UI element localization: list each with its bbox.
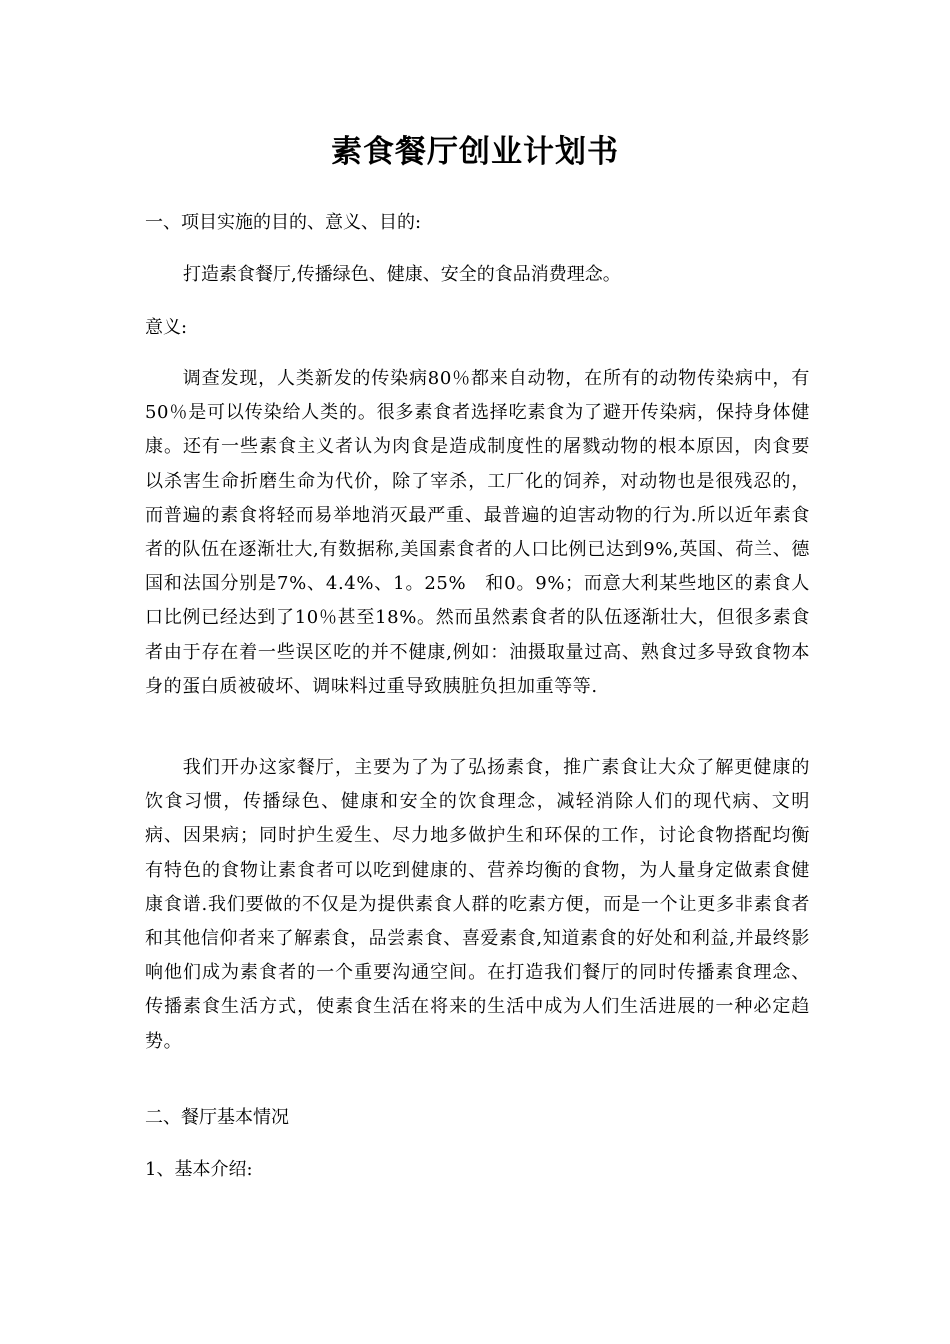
subsection1-heading: 1、基本介绍: xyxy=(145,1159,253,1180)
section1-heading: 一、项目实施的目的、意义、目的: xyxy=(145,212,422,233)
paragraph-research: 调查发现，人类新发的传染病80％都来自动物，在所有的动物传染病中，有50％是可以传染给人类的。很多素食者选择吃素食为了避开传染病，保持身体健康。还有一些素食主义者认为肉食是造成制度性的屠戮动物的根本原因，肉食要以杀害生命折磨生命为代价，除了宰杀，工厂化的饲养，对动物也是很残忍的，而普遍的素食将轻而易举地消灭最严重、最普遍的迫害动物的行为.所以近年素食者的队伍在逐渐壮大,有数据称,美国素食者的人口比例已达到9%,英国、荷兰、德国和法国分别是7%、4.4%、1。25% 和0。9%；而意大利某些地区的素食人口比例已经达到了10％甚至18%。然而虽然素食者的队伍逐渐壮大，但很多素食者由于存在着一些误区吃的并不健康,例如：油摄取量过高、熟食过多导致食物本身的蛋白质被破坏、调味料过重导致胰脏负担加重等等. xyxy=(145,368,810,697)
document-title: 素食餐厅创业计划书 xyxy=(331,134,619,170)
paragraph-mission: 我们开办这家餐厅，主要为了为了弘扬素食，推广素食让大众了解更健康的饮食习惯，传播绿色、健康和安全的饮食理念，减轻消除人们的现代病、文明病、因果病；同时护生爱生、尽力地多做护生和环保的工作，讨论食物搭配均衡有特色的食物让素食者可以吃到健康的、营养均衡的食物，为人量身定做素食健康食谱.我们要做的不仅是为提供素食人群的吃素方便，而是一个让更多非素食者和其他信仰者来了解素食，品尝素食、喜爱素食,知道素食的好处和利益,并最终影响他们成为素食者的一个重要沟通空间。在打造我们餐厅的同时传播素食理念、传播素食生活方式，使素食生活在将来的生活中成为人们生活进展的一种必定趋势。 xyxy=(145,757,810,1052)
meaning-label: 意义: xyxy=(145,317,188,338)
purpose-text: 打造素食餐厅,传播绿色、健康、安全的食品消费理念。 xyxy=(183,264,621,285)
section2-heading: 二、餐厅基本情况 xyxy=(145,1107,289,1128)
